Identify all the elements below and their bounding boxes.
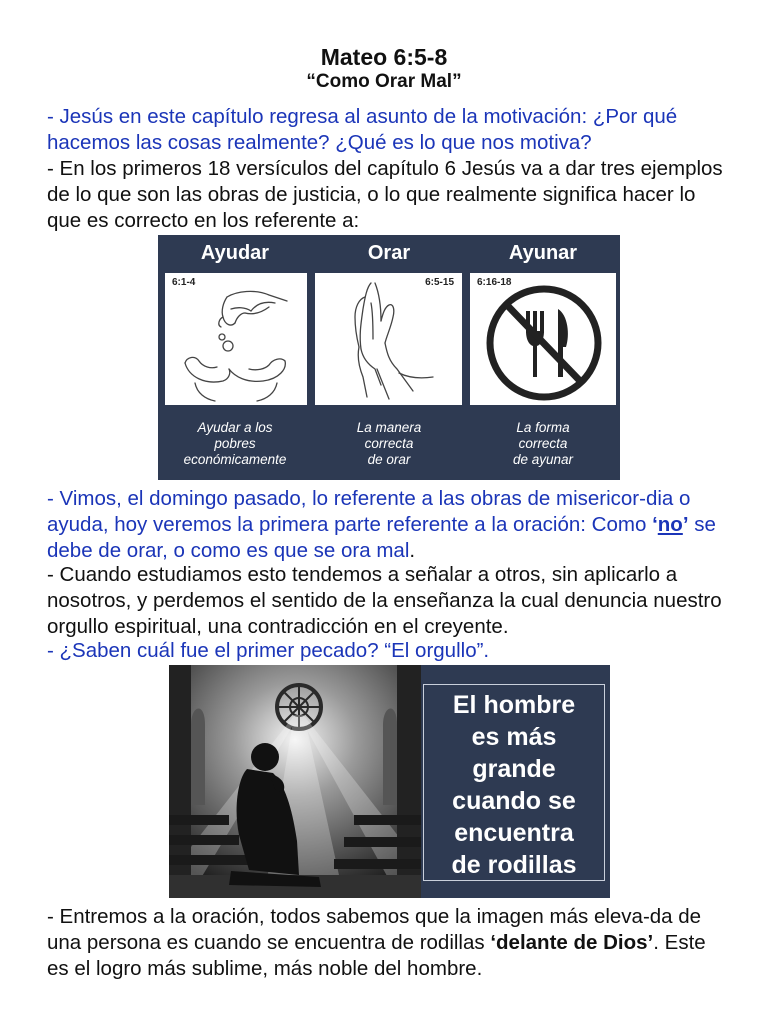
three-works-figure: [158, 235, 620, 480]
paragraph-primer-pecado: - ¿Saben cuál fue el primer pecado? “El orgullo”.: [47, 639, 490, 662]
giving-hands-icon: [165, 273, 307, 405]
panel-heading-ayudar: Ayudar: [200, 242, 270, 264]
panel-ayunar: [470, 273, 616, 405]
paragraph-three-examples: - En los primeros 18 versículos del capítulo 6 Jesús va a dar tres ejemplos de lo que son las obras de justicia, o lo que realmente significa hacer lo que es correcto en los referente a:: [47, 157, 723, 232]
quote-box: [423, 684, 605, 881]
panel-caption-ayunar: La forma correcta de ayunar: [512, 420, 574, 467]
panel-heading-ayunar: Ayunar: [508, 242, 578, 264]
paragraph-orgullo-espiritual: - Cuando estudiamos esto tendemos a señalar a otros, sin aplicarlo a nosotros, y perdemos el sentido de la enseñanza la cual denuncia nuestro orgullo espiritual, una contradicción en el creyente.: [47, 563, 722, 638]
panel-caption-orar: La manera correcta de orar: [356, 420, 422, 467]
panel-caption-ayudar: Ayudar a los pobres económicamente: [183, 420, 287, 467]
panel-ayudar: [165, 273, 307, 405]
no-eating-icon: [470, 273, 616, 405]
page-subtitle: “Como Orar Mal”: [306, 71, 462, 92]
quote-text: El hombre es más grande cuando se encuentra de rodillas: [451, 691, 577, 879]
paragraph-motivation: - Jesús en este capítulo regresa al asunto de la motivación: ¿Por qué hacemos las cosas realmente? ¿Qué es lo que nos motiva?: [47, 105, 678, 154]
panel-ref-ayunar: 6:16-18: [477, 277, 512, 288]
paragraph-de-rodillas: - Entremos a la oración, todos sabemos que la imagen más eleva-da de una persona es cuando se encuentra de rodillas ‘delante de Dios’. Este es el logro más sublime, más noble del hombre.: [47, 905, 706, 980]
paragraph-misericordia: - Vimos, el domingo pasado, lo referente a las obras de misericor-dia o ayuda, hoy veremos la primera parte referente a la oración: Como ‘no’ se debe de orar, o como es que se ora mal.: [47, 487, 716, 562]
praying-hands-icon: [315, 273, 462, 405]
page-title: Mateo 6:5-8: [320, 44, 448, 70]
panel-ref-orar: 6:5-15: [425, 277, 454, 288]
panel-ref-ayudar: 6:1-4: [172, 277, 196, 288]
church-prayer-illustration: [169, 665, 421, 898]
panel-heading-orar: Orar: [367, 242, 411, 264]
emphasis-no: no: [657, 513, 683, 536]
emphasis-delante-de-dios: ‘delante de Dios’: [490, 931, 654, 954]
praying-man-figure: [169, 665, 610, 898]
panel-orar: [315, 273, 462, 405]
